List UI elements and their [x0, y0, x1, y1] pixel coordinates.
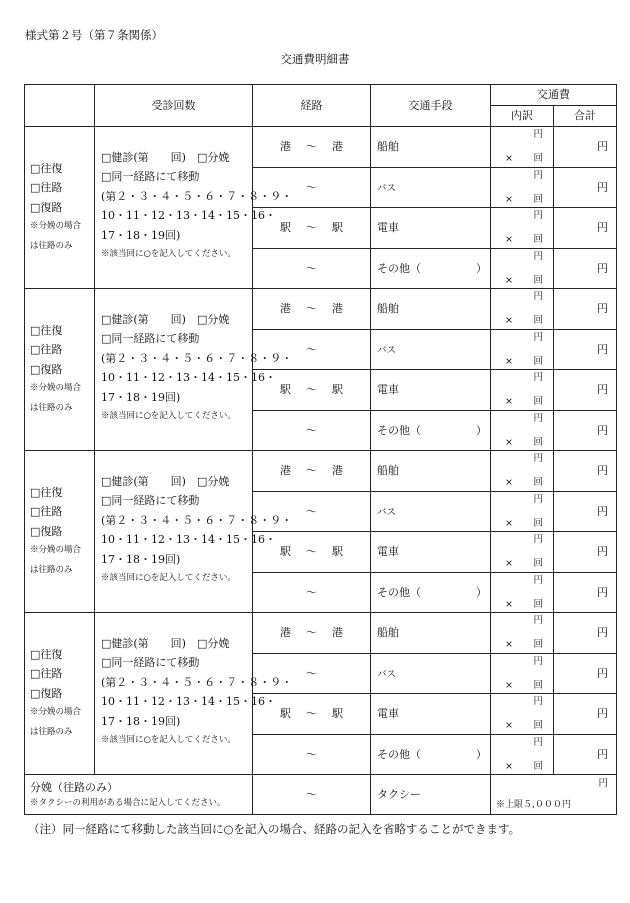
mode-ship: 船舶: [371, 451, 491, 492]
mode-ship: 船舶: [371, 289, 491, 330]
visit-numbers-line1[interactable]: (第２・３・４・５・６・７・８・９・: [101, 351, 293, 365]
visit-numbers-line1[interactable]: (第２・３・４・５・６・７・８・９・: [101, 675, 293, 689]
route-port-cell[interactable]: 港 ～ 港: [253, 451, 371, 492]
roundtrip-checkbox[interactable]: □往復: [30, 485, 63, 499]
return-checkbox[interactable]: □復路: [30, 686, 63, 700]
mode-other[interactable]: その他（ ）: [371, 572, 491, 613]
return-checkbox[interactable]: □復路: [30, 524, 63, 538]
visit-numbers-line2[interactable]: 10・11・12・13・14・15・16・: [101, 533, 276, 547]
return-checkbox[interactable]: □復路: [30, 200, 63, 214]
mode-train: 電車: [371, 208, 491, 249]
route-port-cell[interactable]: 港 ～ 港: [253, 289, 371, 330]
total-cell[interactable]: 円: [554, 451, 617, 492]
trip-type-cell: [25, 127, 95, 289]
consult-count-cell: [95, 289, 293, 451]
taxi-route-cell[interactable]: ～: [253, 775, 371, 815]
mode-ship: 船舶: [371, 127, 491, 168]
route-station-cell[interactable]: 駅 ～ 駅: [253, 370, 371, 411]
header-total: 合計: [554, 106, 617, 127]
route-port-cell[interactable]: 港 ～ 港: [253, 127, 371, 168]
total-cell[interactable]: 円: [554, 410, 617, 451]
total-cell[interactable]: 円: [554, 329, 617, 370]
delivery-note-cont: は往路のみ: [30, 564, 73, 575]
circle-note: ※該当回に○を記入してください。: [101, 249, 236, 260]
breakdown-cell[interactable]: 円 × 回: [491, 248, 554, 289]
delivery-note-cont: は往路のみ: [30, 402, 73, 413]
checkup-checkbox[interactable]: □健診(第 回) □分娩: [101, 474, 230, 488]
breakdown-cell[interactable]: 円 × 回: [491, 289, 554, 330]
visit-numbers-line3[interactable]: 17・18・19回): [101, 552, 181, 566]
route-bus-cell[interactable]: ～: [253, 653, 371, 694]
trip-row: [25, 451, 617, 492]
breakdown-cell[interactable]: 円 × 回: [491, 613, 554, 654]
breakdown-cell[interactable]: 円 × 回: [491, 532, 554, 573]
trip-row: [25, 127, 617, 168]
same-route-checkbox[interactable]: □同一経路にて移動: [101, 656, 200, 670]
delivery-note: ※分娩の場合: [30, 707, 82, 718]
route-other-cell[interactable]: ～: [253, 572, 371, 613]
taxi-note: ※タクシーの利用がある場合に記入してください。: [30, 797, 226, 808]
taxi-cost-cell[interactable]: 円 ※上限５,０００円: [491, 775, 617, 815]
delivery-note-cont: は往路のみ: [30, 726, 73, 737]
total-cell[interactable]: 円: [554, 734, 617, 775]
header-transport-cost: 交通費: [491, 85, 617, 106]
header-route: 経路: [253, 85, 371, 127]
total-cell[interactable]: 円: [554, 167, 617, 208]
visit-numbers-line3[interactable]: 17・18・19回): [101, 228, 181, 242]
mode-ship: 船舶: [371, 613, 491, 654]
mode-other[interactable]: その他（ ）: [371, 410, 491, 451]
outbound-checkbox[interactable]: □往路: [30, 181, 63, 195]
delivery-note: ※分娩の場合: [30, 221, 82, 232]
outbound-checkbox[interactable]: □往路: [30, 343, 63, 357]
breakdown-cell[interactable]: 円 × 回: [491, 329, 554, 370]
taxi-delivery-cell: [25, 775, 253, 815]
mode-train: 電車: [371, 532, 491, 573]
same-route-checkbox[interactable]: □同一経路にて移動: [101, 494, 200, 508]
same-route-checkbox[interactable]: □同一経路にて移動: [101, 170, 200, 184]
outbound-checkbox[interactable]: □往路: [30, 505, 63, 519]
trip-type-cell: [25, 613, 95, 775]
route-bus-cell[interactable]: ～: [253, 167, 371, 208]
consult-count-cell: [95, 451, 293, 613]
delivery-note: ※分娩の場合: [30, 383, 82, 394]
circle-note: ※該当回に○を記入してください。: [101, 411, 236, 422]
consult-count-cell: [95, 127, 293, 289]
outbound-checkbox[interactable]: □往路: [30, 667, 63, 681]
checkup-checkbox[interactable]: □健診(第 回) □分娩: [101, 312, 230, 326]
mode-taxi: タクシー: [371, 775, 491, 815]
route-other-cell[interactable]: ～: [253, 410, 371, 451]
total-cell[interactable]: 円: [554, 613, 617, 654]
taxi-limit: ※上限５,０００円: [496, 800, 571, 811]
roundtrip-checkbox[interactable]: □往復: [30, 323, 63, 337]
consult-count-cell: [95, 613, 293, 775]
total-cell[interactable]: 円: [554, 491, 617, 532]
mode-bus: バス: [371, 329, 491, 370]
route-other-cell[interactable]: ～: [253, 248, 371, 289]
mode-bus: バス: [371, 491, 491, 532]
total-cell[interactable]: 円: [554, 370, 617, 411]
breakdown-cell[interactable]: 円 × 回: [491, 734, 554, 775]
route-station-cell[interactable]: 駅 ～ 駅: [253, 208, 371, 249]
total-cell[interactable]: 円: [554, 289, 617, 330]
delivery-note: ※分娩の場合: [30, 545, 82, 556]
visit-numbers-line1[interactable]: (第２・３・４・５・６・７・８・９・: [101, 513, 293, 527]
header-transport-means: 交通手段: [371, 85, 491, 127]
checkup-checkbox[interactable]: □健診(第 回) □分娩: [101, 636, 230, 650]
visit-numbers-line2[interactable]: 10・11・12・13・14・15・16・: [101, 695, 276, 709]
trip-type-cell: [25, 451, 95, 613]
form-number: 様式第２号（第７条関係）: [25, 28, 163, 42]
route-bus-cell[interactable]: ～: [253, 329, 371, 370]
breakdown-cell[interactable]: 円 × 回: [491, 208, 554, 249]
document-title: 交通費明細書: [280, 52, 350, 66]
breakdown-cell[interactable]: 円 × 回: [491, 370, 554, 411]
checkup-checkbox[interactable]: □健診(第 回) □分娩: [101, 150, 230, 164]
mode-other[interactable]: その他（ ）: [371, 734, 491, 775]
route-station-cell[interactable]: 駅 ～ 駅: [253, 532, 371, 573]
return-checkbox[interactable]: □復路: [30, 362, 63, 376]
breakdown-cell[interactable]: 円 × 回: [491, 451, 554, 492]
mode-bus: バス: [371, 167, 491, 208]
total-cell[interactable]: 円: [554, 208, 617, 249]
visit-numbers-line1[interactable]: (第２・３・４・５・６・７・８・９・: [101, 189, 293, 203]
trip-row: [25, 289, 617, 330]
visit-numbers-line2[interactable]: 10・11・12・13・14・15・16・: [101, 371, 276, 385]
taxi-row: [25, 775, 617, 815]
total-cell[interactable]: 円: [554, 532, 617, 573]
roundtrip-checkbox[interactable]: □往復: [30, 161, 63, 175]
route-port-cell[interactable]: 港 ～ 港: [253, 613, 371, 654]
mode-train: 電車: [371, 370, 491, 411]
route-other-cell[interactable]: ～: [253, 734, 371, 775]
visit-numbers-line3[interactable]: 17・18・19回): [101, 390, 181, 404]
delivery-note-cont: は往路のみ: [30, 240, 73, 251]
breakdown-cell[interactable]: 円 × 回: [491, 410, 554, 451]
breakdown-cell[interactable]: 円 × 回: [491, 694, 554, 735]
total-cell[interactable]: 円: [554, 248, 617, 289]
breakdown-cell[interactable]: 円 × 回: [491, 491, 554, 532]
footnote: （注）同一経路にて移動した該当回に○を記入の場合、経路の記入を省略することができます。: [28, 822, 521, 836]
mode-train: 電車: [371, 694, 491, 735]
header-breakdown: 内訳: [491, 106, 554, 127]
route-bus-cell[interactable]: ～: [253, 491, 371, 532]
mode-bus: バス: [371, 653, 491, 694]
circle-note: ※該当回に○を記入してください。: [101, 573, 236, 584]
trip-type-cell: [25, 289, 95, 451]
total-cell[interactable]: 円: [554, 127, 617, 168]
header-consult-count: 受診回数: [95, 85, 253, 127]
visit-numbers-line3[interactable]: 17・18・19回): [101, 714, 181, 728]
same-route-checkbox[interactable]: □同一経路にて移動: [101, 332, 200, 346]
trip-row: [25, 613, 617, 654]
roundtrip-checkbox[interactable]: □往復: [30, 647, 63, 661]
breakdown-cell[interactable]: 円 × 回: [491, 127, 554, 168]
circle-note: ※該当回に○を記入してください。: [101, 735, 236, 746]
total-cell[interactable]: 円: [554, 694, 617, 735]
taxi-delivery-label: 分娩（往路のみ）: [30, 781, 118, 795]
header-blank-cell: [25, 85, 95, 127]
total-cell[interactable]: 円: [554, 572, 617, 613]
breakdown-cell[interactable]: 円 × 回: [491, 572, 554, 613]
breakdown-cell[interactable]: 円 × 回: [491, 653, 554, 694]
mode-other[interactable]: その他（ ）: [371, 248, 491, 289]
transport-cost-table: [24, 84, 617, 815]
visit-numbers-line2[interactable]: 10・11・12・13・14・15・16・: [101, 209, 276, 223]
total-cell[interactable]: 円: [554, 653, 617, 694]
breakdown-cell[interactable]: 円 × 回: [491, 167, 554, 208]
route-station-cell[interactable]: 駅 ～ 駅: [253, 694, 371, 735]
